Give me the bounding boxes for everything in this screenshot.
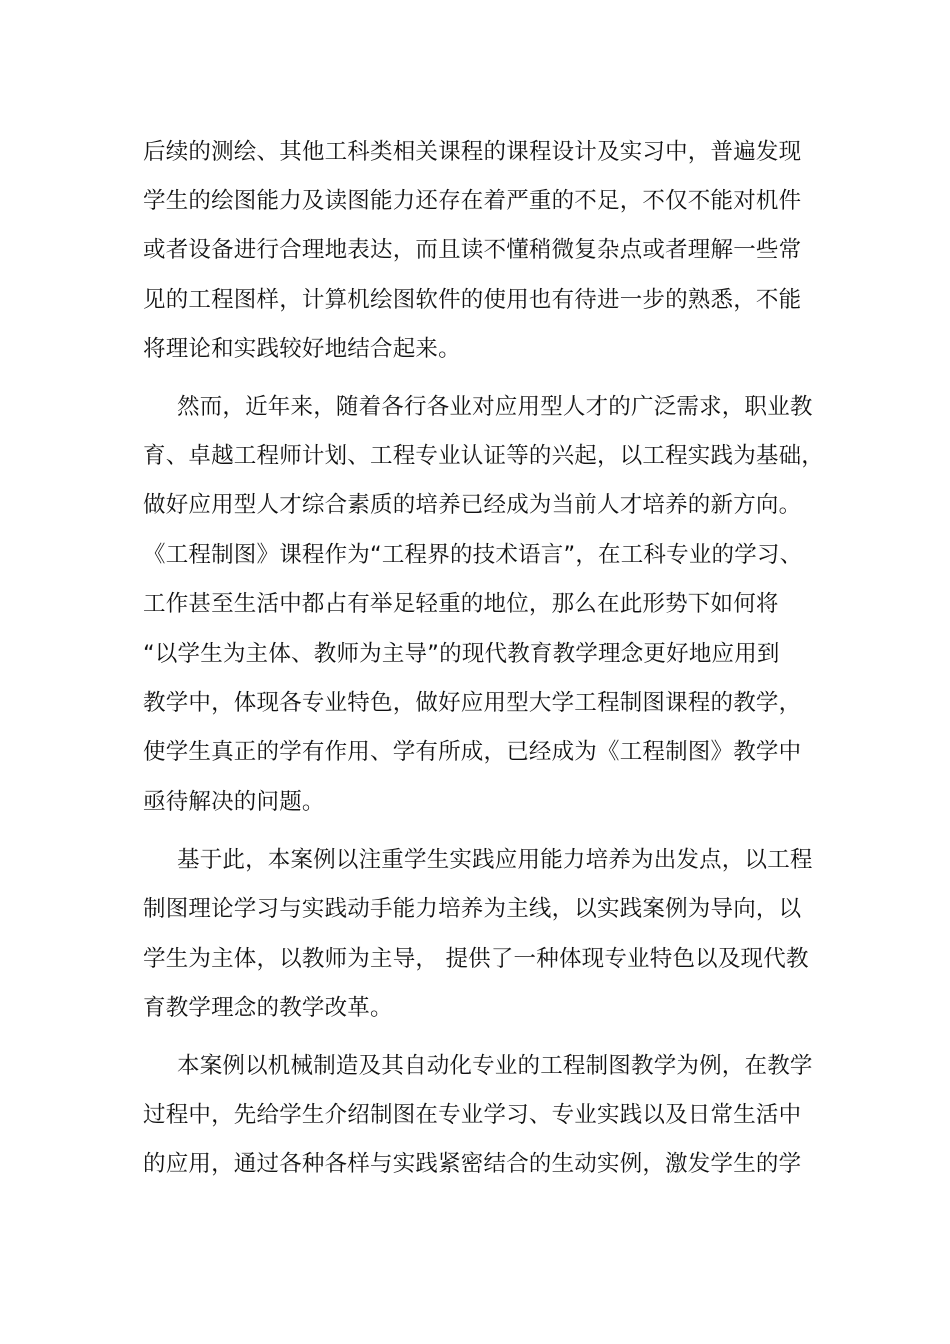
paragraph-1-line-3: 或者设备进行合理地表达，而且读不懂稍微复杂点或者理解一些常 xyxy=(143,237,802,263)
paragraph-4-line-2: 过程中，先给学生介绍制图在专业学习、专业实践以及日常生活中 xyxy=(143,1102,802,1128)
paragraph-2-line-2: 育、卓越工程师计划、工程专业认证等的兴起，以工程实践为基础， xyxy=(143,443,825,469)
paragraph-1-line-5: 将理论和实践较好地结合起来。 xyxy=(143,336,461,362)
paragraph-2-line-8: 使学生真正的学有作用、学有所成，已经成为《工程制图》教学中 xyxy=(143,739,802,765)
paragraph-4-line-1: 本案例以机械制造及其自动化专业的工程制图教学为例，在教学 xyxy=(177,1053,813,1079)
paragraph-4-line-3: 的应用，通过各种各样与实践紧密结合的生动实例，激发学生的学 xyxy=(143,1151,802,1177)
paragraph-1-line-4: 见的工程图样，计算机绘图软件的使用也有待进一步的熟悉，不能 xyxy=(143,287,802,313)
paragraph-2-line-3: 做好应用型人才综合素质的培养已经成为当前人才培养的新方向。 xyxy=(143,492,802,518)
paragraph-2-line-6: “以学生为主体、教师为主导”的现代教育教学理念更好地应用到 xyxy=(143,641,780,667)
paragraph-3-line-4: 育教学理念的教学改革。 xyxy=(143,995,393,1021)
paragraph-2-line-4: 《工程制图》课程作为“工程界的技术语言”，在工科专业的学习、 xyxy=(143,542,803,568)
paragraph-3-line-2: 制图理论学习与实践动手能力培养为主线，以实践案例为导向，以 xyxy=(143,896,802,922)
paragraph-3-line-1: 基于此，本案例以注重学生实践应用能力培养为出发点，以工程 xyxy=(177,847,813,873)
paragraph-3-line-3: 学生为主体，以教师为主导， 提供了一种体现专业特色以及现代教 xyxy=(143,946,809,972)
paragraph-2-line-5: 工作甚至生活中都占有举足轻重的地位，那么在此形势下如何将 xyxy=(143,591,779,617)
paragraph-1-line-1: 后续的测绘、其他工科类相关课程的课程设计及实习中，普遍发现 xyxy=(143,139,802,165)
paragraph-2-line-7: 教学中，体现各专业特色，做好应用型大学工程制图课程的教学， xyxy=(143,690,802,716)
paragraph-1-line-2: 学生的绘图能力及读图能力还存在着严重的不足，不仅不能对机件 xyxy=(143,188,802,214)
paragraph-2-line-1: 然而，近年来，随着各行各业对应用型人才的广泛需求，职业教 xyxy=(177,394,813,420)
paragraph-2-line-9: 亟待解决的问题。 xyxy=(143,789,325,815)
